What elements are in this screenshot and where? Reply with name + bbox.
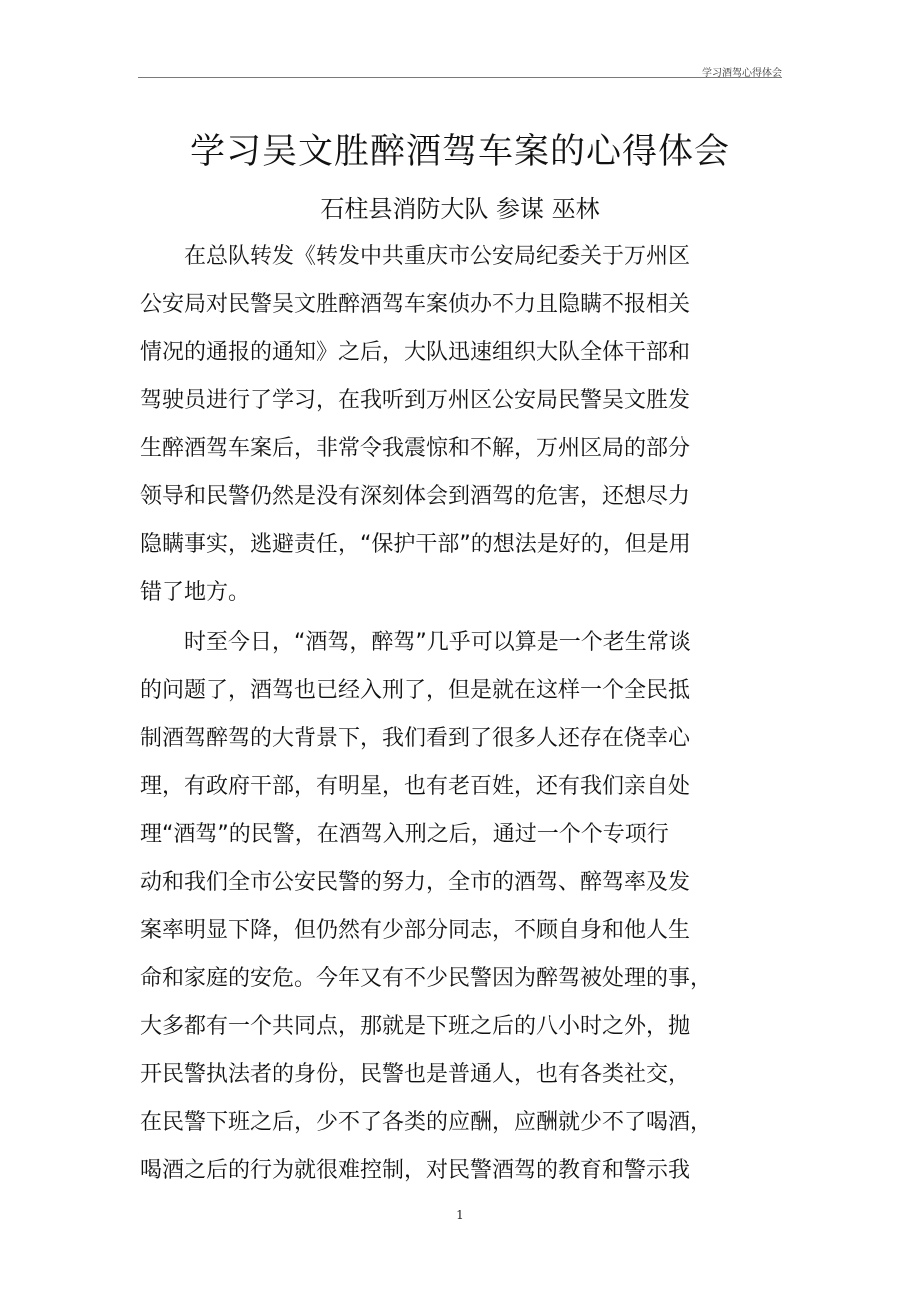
paragraph-line: 理“酒驾”的民警，在酒驾入刑之后，通过一个个专项行 — [140, 822, 669, 847]
paragraph-1 — [140, 233, 780, 617]
paragraph-line: 公安局对民警吴文胜醉酒驾车案侦办不力且隐瞒不报相关 — [140, 292, 691, 317]
paragraph-line: 的问题了，酒驾也已经入刑了，但是就在这样一个全民抵 — [140, 678, 691, 703]
paragraph-line: 制酒驾醉驾的大背景下，我们看到了很多人还存在侥幸心 — [140, 726, 691, 751]
paragraph-line: 在民警下班之后，少不了各类的应酬，应酬就少不了喝酒， — [140, 1110, 713, 1135]
paragraph-line: 领导和民警仍然是没有深刻体会到酒驾的危害，还想尽力 — [140, 484, 691, 509]
paragraph-line: 隐瞒事实，逃避责任，“保护干部”的想法是好的，但是用 — [140, 532, 691, 557]
paragraph-line: 在总队转发《转发中共重庆市公安局纪委关于万州区 — [184, 244, 691, 269]
paragraph-line: 理，有政府干部，有明星，也有老百姓，还有我们亲自处 — [140, 774, 691, 799]
paragraph-line: 生醉酒驾车案后，非常令我震惊和不解，万州区局的部分 — [140, 436, 691, 461]
header-divider — [138, 77, 782, 78]
document-byline: 石柱县消防大队 参谋 巫林 — [320, 195, 600, 223]
paragraph-2 — [140, 619, 780, 1195]
paragraph-line: 开民警执法者的身份，民警也是普通人，也有各类社交， — [140, 1062, 691, 1087]
paragraph-line: 情况的通报的通知》之后，大队迅速组织大队全体干部和 — [140, 340, 691, 365]
running-header: 学习酒驾心得体会 — [702, 68, 782, 79]
paragraph-line: 命和家庭的安危。今年又有不少民警因为醉驾被处理的事， — [140, 966, 713, 991]
paragraph-line: 动和我们全市公安民警的努力，全市的酒驾、醉驾率及发 — [140, 870, 691, 895]
paragraph-line: 大多都有一个共同点，那就是下班之后的八小时之外，抛 — [140, 1014, 691, 1039]
document-title: 学习吴文胜醉酒驾车案的心得体会 — [189, 132, 730, 172]
paragraph-line: 错了地方。 — [140, 580, 251, 605]
page-number: 1 — [456, 1208, 464, 1222]
paragraph-line: 喝酒之后的行为就很难控制，对民警酒驾的教育和警示我 — [140, 1158, 691, 1183]
paragraph-line: 驾驶员进行了学习，在我听到万州区公安局民警吴文胜发 — [140, 388, 691, 413]
paragraph-line: 案率明显下降，但仍然有少部分同志，不顾自身和他人生 — [140, 918, 691, 943]
paragraph-line: 时至今日，“酒驾，醉驾”几乎可以算是一个老生常谈 — [184, 630, 691, 655]
